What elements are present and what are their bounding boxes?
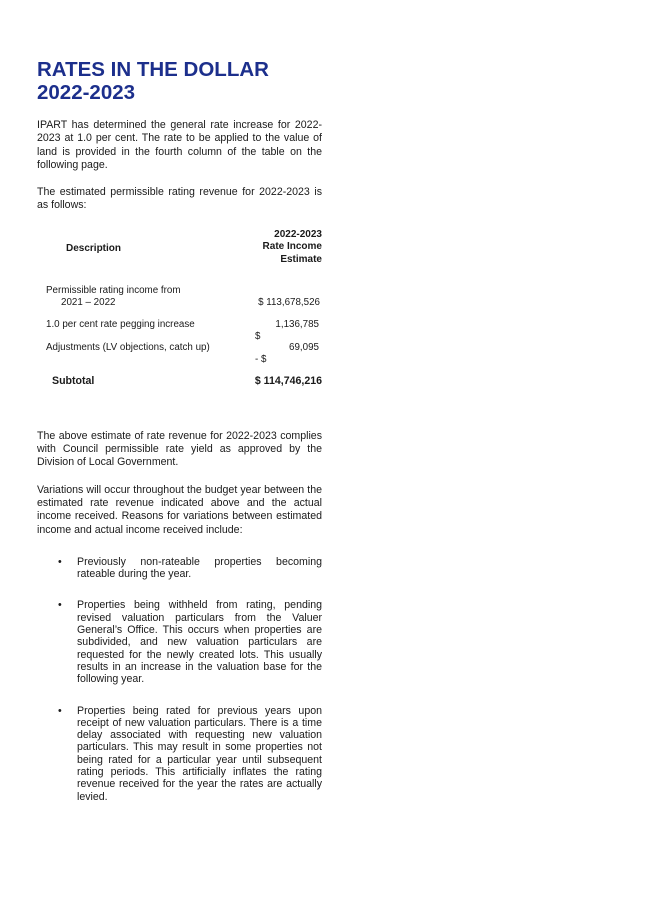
estimate-intro-paragraph: The estimated permissible rating revenue for 2022-2023 is as follows: bbox=[37, 186, 322, 212]
intro-paragraph: IPART has determined the general rate increase for 2022-2023 at 1.0 per cent. The rate to be applied to the value of land is provided in the fourth column of the table on the following page. bbox=[37, 119, 322, 171]
list-item-text: Previously non-rateable properties becoming rateable during the year. bbox=[77, 555, 322, 581]
table-header-estimate-line-3: Estimate bbox=[280, 253, 322, 265]
list-item-text: Properties being rated for previous years upon receipt of new valuation particulars. There is a time delay associated with requesting new valuation particulars. This may result in some properties not being rated for a particular year until subsequent rating periods. This artificially inflates the rating revenue received for the year the rates are actually levied. bbox=[77, 704, 322, 803]
row-currency: $ bbox=[255, 330, 261, 342]
document-page bbox=[37, 58, 322, 822]
table-header-estimate bbox=[263, 229, 322, 267]
variations-paragraph: Variations will occur throughout the budget year between the estimated rate revenue indicated above and the actual income received. Reasons for variations between estimated income and actual income received include: bbox=[37, 483, 322, 536]
title-line-2: 2022-2023 bbox=[37, 81, 136, 104]
list-item bbox=[37, 556, 322, 581]
revenue-table bbox=[37, 229, 322, 417]
list-item bbox=[37, 705, 322, 803]
row-amount: 1,136,785 bbox=[275, 318, 319, 330]
row-description-continued: 2021 – 2022 bbox=[61, 296, 116, 308]
title-line-1: RATES IN THE DOLLAR bbox=[37, 58, 269, 81]
table-header-description: Description bbox=[66, 242, 122, 254]
row-currency: - $ bbox=[255, 353, 267, 365]
row-amount: 69,095 bbox=[289, 341, 319, 353]
page-title bbox=[37, 58, 322, 104]
table-header-estimate-line-2: Rate Income bbox=[262, 241, 322, 253]
bullet-icon: • bbox=[58, 555, 62, 568]
list-item bbox=[37, 599, 322, 685]
complies-paragraph: The above estimate of rate revenue for 2022-2023 complies with Council permissible rate yield as approved by the Division of Local Government. bbox=[37, 429, 322, 469]
subtotal-label: Subtotal bbox=[52, 374, 95, 387]
bullet-icon: • bbox=[58, 599, 62, 612]
row-description: Adjustments (LV objections, catch up) bbox=[46, 341, 210, 353]
table-row bbox=[46, 285, 322, 309]
row-amount: $ 113,678,526 bbox=[258, 296, 320, 308]
table-row bbox=[46, 341, 322, 365]
table-row bbox=[46, 318, 322, 342]
table-header-estimate-line-1: 2022-2023 bbox=[274, 228, 322, 240]
reasons-list bbox=[37, 556, 322, 803]
subtotal-amount: $ 114,746,216 bbox=[254, 374, 322, 387]
row-description: Permissible rating income from bbox=[46, 284, 181, 296]
subtotal-row bbox=[52, 375, 322, 387]
bullet-icon: • bbox=[58, 704, 62, 717]
row-description: 1.0 per cent rate pegging increase bbox=[46, 318, 195, 330]
list-item-text: Properties being withheld from rating, pending revised valuation particulars from the Valuer General’s Office. This occurs when properties are subdivided, and new valuation particulars are requested for the newly created lots. This usually results in an increase in the valuation base for the following year. bbox=[77, 599, 322, 686]
